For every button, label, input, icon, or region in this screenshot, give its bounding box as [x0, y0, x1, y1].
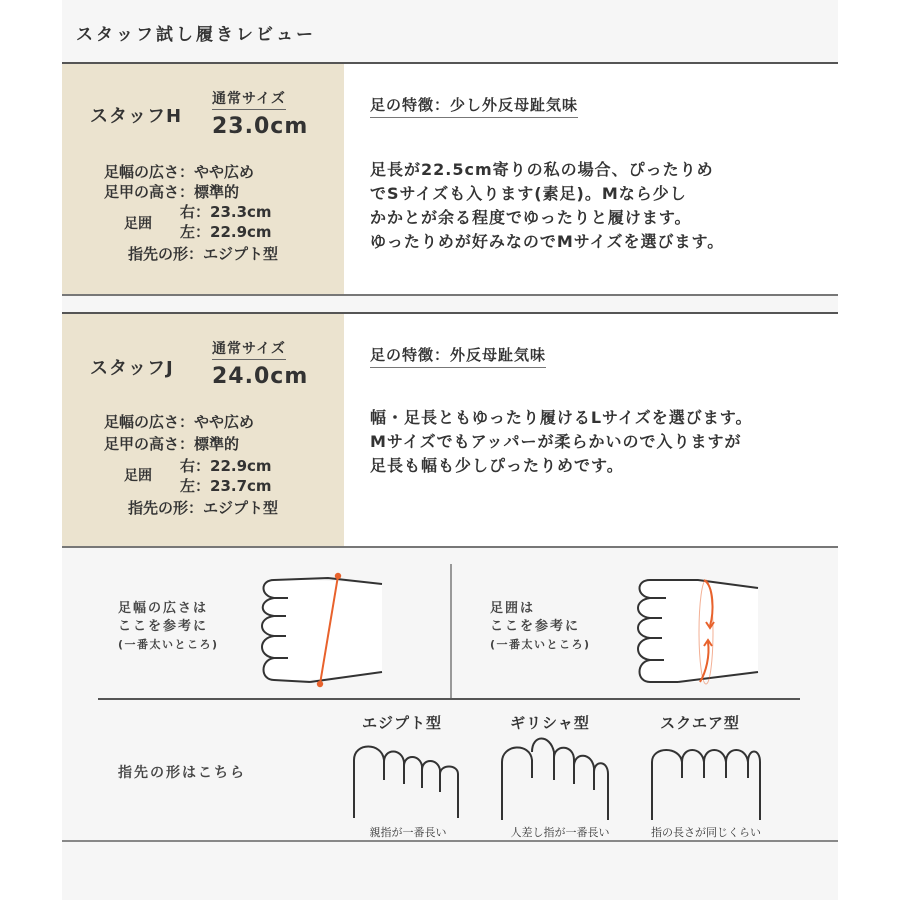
toe-type-square-caption: 指の長さが同じくらい — [651, 826, 761, 839]
spec-toe — [128, 244, 278, 264]
spec-girth-left — [180, 222, 272, 242]
spec-label: 足幅の広さ — [104, 163, 180, 181]
comment-line: 足長も幅も少しぴったりめです。 — [370, 456, 624, 475]
comment-line: かかとが余る程度でゆったりと履けます。 — [370, 208, 692, 227]
toe-type-egyptian-name: エジプト型 — [361, 714, 442, 732]
comment-line: 幅・足長ともゆったり履けるLサイズを選びます。 — [370, 408, 753, 427]
page-container — [62, 0, 838, 900]
normal-size-value: 24.0cm — [212, 364, 309, 389]
foot-feature: 足の特徴：少し外反母趾気味 — [370, 94, 578, 118]
spec-toe — [128, 498, 278, 518]
spec-label: 右 — [180, 203, 196, 221]
egyptian-toe-icon — [352, 740, 462, 820]
comment-line: でSサイズも入ります(素足)。Mなら少し — [370, 184, 687, 203]
section-gap — [62, 296, 838, 312]
guide-line: 足幅の広さは — [118, 601, 209, 616]
spec-girth-right — [180, 456, 272, 476]
foot-feature: 足の特徴：外反母趾気味 — [370, 344, 546, 368]
spec-value: やや広め — [194, 413, 255, 431]
separator: ： — [179, 163, 195, 181]
spec-value: エジプト型 — [203, 245, 279, 263]
spec-label: 指先の形 — [128, 245, 189, 263]
header — [62, 0, 838, 62]
normal-size-label: 通常サイズ — [212, 88, 286, 110]
separator: ： — [195, 223, 211, 241]
staff-profile-panel — [62, 64, 344, 294]
spec-label: 指先の形 — [128, 499, 189, 517]
separator: ： — [179, 413, 195, 431]
staff-review-panel — [344, 64, 838, 294]
toe-type-greek-caption: 人差し指が一番長い — [510, 826, 610, 839]
spec-label: 左 — [180, 477, 196, 495]
foot-width-illustration — [252, 572, 392, 688]
spec-label: 足甲の高さ — [104, 183, 180, 201]
toe-shape-title: 指先の形はこちら — [118, 765, 246, 781]
separator: ： — [195, 203, 211, 221]
vertical-divider — [450, 564, 452, 698]
normal-size-value: 23.0cm — [212, 114, 309, 139]
guide-line: ここを参考に — [490, 619, 581, 634]
spec-label: 左 — [180, 223, 196, 241]
comment-line: Mサイズでもアッパーが柔らかいので入りますが — [370, 432, 742, 451]
toe-type-greek-name: ギリシャ型 — [510, 714, 590, 732]
spec-value: 23.7cm — [210, 477, 272, 495]
spec-value: エジプト型 — [203, 499, 279, 517]
spec-girth-left — [180, 476, 272, 496]
spec-instep — [104, 434, 239, 454]
separator: ： — [195, 457, 211, 475]
guide-line: ここを参考に — [118, 619, 209, 634]
marker-dot — [335, 573, 341, 579]
spec-value: やや広め — [194, 163, 255, 181]
staff-review-panel — [344, 314, 838, 546]
spec-girth-label: 足囲 — [124, 216, 152, 232]
staff-card-h — [62, 62, 838, 296]
greek-toe-icon — [498, 732, 610, 822]
staff-name: スタッフH — [90, 106, 183, 127]
staff-card-j — [62, 312, 838, 548]
spec-girth-label: 足囲 — [124, 468, 152, 484]
spec-value: 23.3cm — [210, 203, 272, 221]
separator: ： — [179, 435, 195, 453]
review-comment — [370, 406, 840, 478]
normal-size-label: 通常サイズ — [212, 338, 286, 360]
spec-instep — [104, 182, 239, 202]
spec-value: 22.9cm — [210, 223, 272, 241]
comment-line: 足長が22.5cm寄りの私の場合、ぴったりめ — [370, 160, 714, 179]
page-title: スタッフ試し履きレビュー — [76, 25, 316, 45]
toe-type-square-name: スクエア型 — [660, 714, 740, 732]
guide-line: (一番太いところ) — [118, 638, 219, 651]
spec-value: 標準的 — [194, 183, 240, 201]
separator: ： — [188, 245, 204, 263]
girth-guide-text — [490, 600, 591, 654]
staff-name: スタッフJ — [90, 358, 174, 379]
spec-label: 足甲の高さ — [104, 435, 180, 453]
spec-label: 足幅の広さ — [104, 413, 180, 431]
foot-girth-illustration — [628, 572, 768, 688]
spec-label: 右 — [180, 457, 196, 475]
measurement-guide — [62, 548, 838, 842]
separator: ： — [179, 183, 195, 201]
guide-line: (一番太いところ) — [490, 638, 591, 651]
marker-dot — [317, 681, 323, 687]
guide-line: 足囲は — [490, 601, 536, 616]
review-comment — [370, 158, 830, 254]
spec-value: 標準的 — [194, 435, 240, 453]
toe-type-egyptian-caption: 親指が一番長い — [369, 826, 447, 839]
spec-girth-right — [180, 202, 272, 222]
width-guide-text — [118, 600, 219, 654]
spec-width — [104, 412, 254, 432]
separator: ： — [195, 477, 211, 495]
comment-line: ゆったりめが好みなのでMサイズを選びます。 — [370, 232, 725, 251]
horizontal-divider — [98, 698, 800, 700]
spec-value: 22.9cm — [210, 457, 272, 475]
staff-profile-panel — [62, 314, 344, 546]
spec-width — [104, 162, 254, 182]
separator: ： — [188, 499, 204, 517]
square-toe-icon — [650, 742, 762, 822]
